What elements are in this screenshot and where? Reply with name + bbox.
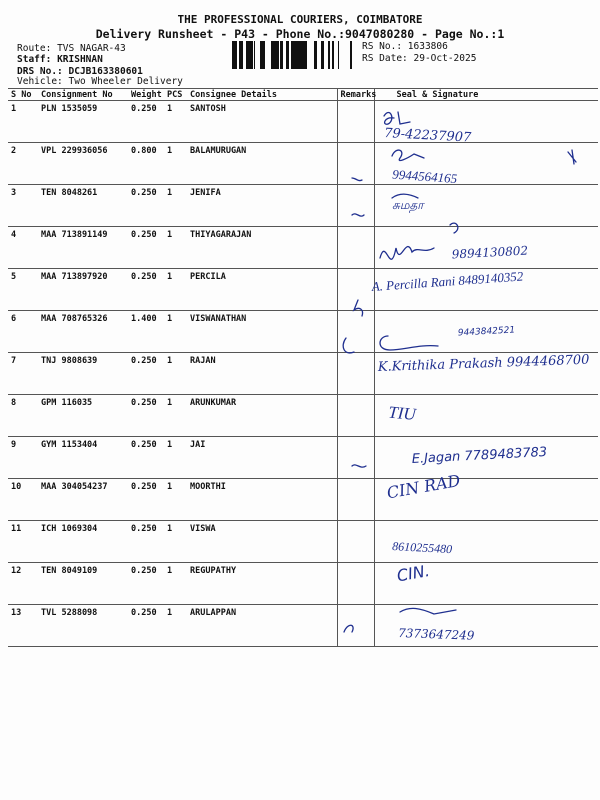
pcs-cell: 1 <box>164 185 187 227</box>
staff-value: KRISHNAN <box>57 54 103 65</box>
remarks-cell <box>337 227 374 269</box>
signature-cell <box>374 101 598 143</box>
weight-cell: 0.800 <box>128 143 164 185</box>
consignee-cell: VISWA <box>187 521 337 563</box>
signature-cell <box>374 479 598 521</box>
weight-cell: 0.250 <box>128 353 164 395</box>
signature-cell <box>374 521 598 563</box>
consignment-no-cell: GPM 116035 <box>38 395 128 437</box>
handwritten-signature: 79-42237907 <box>383 126 472 146</box>
sno-cell: 11 <box>8 521 38 563</box>
drs-value: DCJB163380601 <box>68 66 143 77</box>
barcode-icon <box>232 41 356 69</box>
col-consignee-header: Consignee Details <box>187 89 337 101</box>
sno-cell: 8 <box>8 395 38 437</box>
sno-cell: 1 <box>8 101 38 143</box>
remarks-cell <box>337 605 374 647</box>
consignee-cell: RAJAN <box>187 353 337 395</box>
handwritten-signature: E.Jagan 7789483783 <box>411 444 548 467</box>
company-title: THE PROFESSIONAL COURIERS, COIMBATORE <box>177 13 423 26</box>
consignment-no-cell: MAA 713897920 <box>38 269 128 311</box>
consignment-no-cell: PLN 1535059 <box>38 101 128 143</box>
handwritten-signature: A. Percilla Rani 8489140352 <box>371 268 524 294</box>
handwritten-signature: 9894130802 <box>451 243 529 262</box>
signature-cell <box>374 143 598 185</box>
consignment-no-cell: TVL 5288098 <box>38 605 128 647</box>
consignment-no-cell: VPL 229936056 <box>38 143 128 185</box>
weight-cell: 0.250 <box>128 605 164 647</box>
consignee-cell: VISWANATHAN <box>187 311 337 353</box>
signature-cell <box>374 353 598 395</box>
vehicle-value: Two Wheeler Delivery <box>68 76 183 87</box>
table-row <box>8 353 598 395</box>
remarks-cell <box>337 395 374 437</box>
weight-cell: 0.250 <box>128 521 164 563</box>
col-pcs-header: PCS <box>164 89 187 101</box>
table-row <box>8 563 598 605</box>
pcs-cell: 1 <box>164 605 187 647</box>
handwritten-signature: TIU <box>387 402 417 424</box>
sno-cell: 4 <box>8 227 38 269</box>
remarks-cell <box>337 521 374 563</box>
pcs-cell: 1 <box>164 437 187 479</box>
weight-cell: 0.250 <box>128 563 164 605</box>
table-row <box>8 269 598 311</box>
pcs-cell: 1 <box>164 521 187 563</box>
col-weight-header: Weight <box>128 89 164 101</box>
handwritten-signature: 7373647249 <box>397 626 475 643</box>
consignee-cell: THIYAGARAJAN <box>187 227 337 269</box>
remarks-cell <box>337 143 374 185</box>
table-row <box>8 395 598 437</box>
pcs-cell: 1 <box>164 227 187 269</box>
pcs-cell: 1 <box>164 143 187 185</box>
staff-label: Staff: <box>17 54 52 65</box>
table-row <box>8 437 598 479</box>
col-remarks-header: Remarks <box>337 89 374 101</box>
rs-no-label: RS No.: <box>362 41 403 52</box>
handwritten-signature: 9443842521 <box>457 325 516 339</box>
consignee-cell: ARULAPPAN <box>187 605 337 647</box>
sno-cell: 9 <box>8 437 38 479</box>
handwritten-signature: CIN RAD <box>385 470 462 503</box>
consignment-no-cell: TEN 8048261 <box>38 185 128 227</box>
route-value: TVS NAGAR-43 <box>57 43 126 54</box>
weight-cell: 0.250 <box>128 269 164 311</box>
table-row <box>8 227 598 269</box>
weight-cell: 0.250 <box>128 185 164 227</box>
signature-cell <box>374 269 598 311</box>
consignment-no-cell: MAA 304054237 <box>38 479 128 521</box>
signature-cell <box>374 311 598 353</box>
col-signature-header: Seal & Signature <box>374 89 598 101</box>
signature-cell <box>374 563 598 605</box>
weight-cell: 0.250 <box>128 395 164 437</box>
vehicle-line <box>17 76 183 87</box>
signature-cell <box>374 395 598 437</box>
remarks-cell <box>337 101 374 143</box>
weight-cell: 0.250 <box>128 479 164 521</box>
rs-date-line <box>362 53 476 64</box>
weight-cell: 0.250 <box>128 101 164 143</box>
sno-cell: 13 <box>8 605 38 647</box>
consignment-no-cell: MAA 708765326 <box>38 311 128 353</box>
consignment-no-cell: MAA 713891149 <box>38 227 128 269</box>
remarks-cell <box>337 437 374 479</box>
sno-cell: 12 <box>8 563 38 605</box>
consignment-no-cell: ICH 1069304 <box>38 521 128 563</box>
sno-cell: 2 <box>8 143 38 185</box>
remarks-cell <box>337 269 374 311</box>
consignee-cell: REGUPATHY <box>187 563 337 605</box>
runsheet-table <box>8 88 598 647</box>
remarks-cell <box>337 353 374 395</box>
signature-cell <box>374 185 598 227</box>
consignee-cell: BALAMURUGAN <box>187 143 337 185</box>
pcs-cell: 1 <box>164 395 187 437</box>
weight-cell: 0.250 <box>128 227 164 269</box>
pcs-cell: 1 <box>164 479 187 521</box>
weight-cell: 1.400 <box>128 311 164 353</box>
table-row <box>8 479 598 521</box>
signature-cell <box>374 227 598 269</box>
handwritten-signature: 8610255480 <box>391 539 453 557</box>
consignment-no-cell: TNJ 9808639 <box>38 353 128 395</box>
rs-no-value: 1633806 <box>407 41 448 52</box>
handwritten-signature: சுமதா <box>392 198 424 212</box>
drs-label: DRS No.: <box>17 66 63 77</box>
vehicle-label: Vehicle: <box>17 76 63 87</box>
rs-no-line <box>362 41 448 52</box>
signature-cell <box>374 437 598 479</box>
remarks-cell <box>337 185 374 227</box>
consignee-cell: PERCILA <box>187 269 337 311</box>
remarks-cell <box>337 479 374 521</box>
sno-cell: 6 <box>8 311 38 353</box>
handwritten-signature: K.Krithika Prakash 9944468700 <box>377 352 590 375</box>
handwritten-signature: CIN. <box>395 561 432 586</box>
table-row <box>8 605 598 647</box>
staff-line <box>17 54 103 65</box>
consignee-cell: JAI <box>187 437 337 479</box>
route-label: Route: <box>17 43 52 54</box>
rs-date-value: 29-Oct-2025 <box>413 53 477 64</box>
consignee-cell: JENIFA <box>187 185 337 227</box>
handwritten-signature: 9944564165 <box>391 166 458 187</box>
pcs-cell: 1 <box>164 563 187 605</box>
pcs-cell: 1 <box>164 311 187 353</box>
pcs-cell: 1 <box>164 101 187 143</box>
consignee-cell: MOORTHI <box>187 479 337 521</box>
table-row <box>8 143 598 185</box>
pcs-cell: 1 <box>164 353 187 395</box>
col-consignment-header: Consignment No <box>38 89 128 101</box>
consignment-no-cell: TEN 8049109 <box>38 563 128 605</box>
consignee-cell: ARUNKUMAR <box>187 395 337 437</box>
signature-cell <box>374 605 598 647</box>
table-row <box>8 185 598 227</box>
sno-cell: 3 <box>8 185 38 227</box>
pcs-cell: 1 <box>164 269 187 311</box>
remarks-cell <box>337 563 374 605</box>
route-line <box>17 43 126 54</box>
rs-date-label: RS Date: <box>362 53 408 64</box>
consignment-no-cell: GYM 1153404 <box>38 437 128 479</box>
runsheet-subtitle: Delivery Runsheet - P43 - Phone No.:9047080280 - Page No.:1 <box>95 27 505 41</box>
table-header-row <box>8 89 598 101</box>
consignee-cell: SANTOSH <box>187 101 337 143</box>
weight-cell: 0.250 <box>128 437 164 479</box>
table-row <box>8 311 598 353</box>
col-sno-header: S No <box>8 89 38 101</box>
table-row <box>8 521 598 563</box>
sno-cell: 7 <box>8 353 38 395</box>
sno-cell: 10 <box>8 479 38 521</box>
remarks-cell <box>337 311 374 353</box>
table-row <box>8 101 598 143</box>
sno-cell: 5 <box>8 269 38 311</box>
